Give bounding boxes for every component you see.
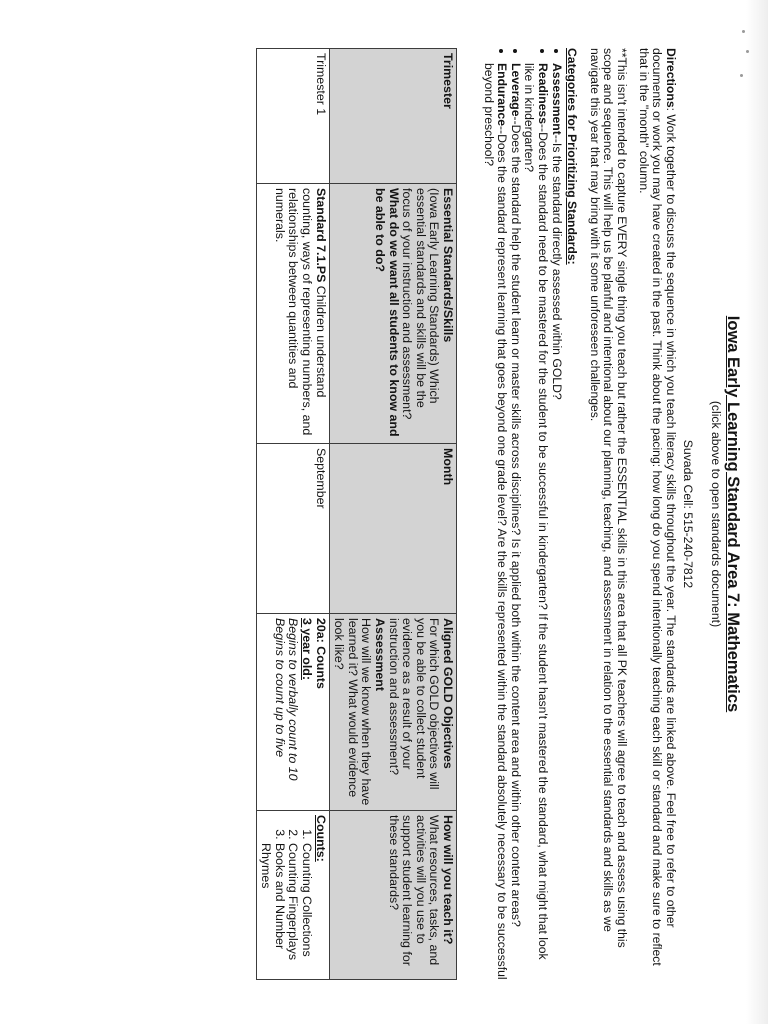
header-gold-assessment-body: How will we know when they have learned it? What would evidence look like? — [332, 618, 374, 806]
header-gold-assessment-label: Assessment — [373, 618, 388, 692]
category-term: Assessment — [549, 63, 564, 135]
cell-teach — [256, 811, 329, 980]
header-gold-objectives — [329, 614, 456, 811]
category-term: Leverage — [508, 63, 523, 117]
category-text: --Does the standard help the student learn or master skills across disciplines? Is it applied both within the content area and within other content areas? — [508, 116, 523, 927]
category-item — [522, 63, 549, 980]
header-essential-standards — [329, 184, 456, 444]
gold-code: 20a: Counts — [313, 618, 328, 689]
categories-list — [481, 48, 563, 980]
category-item — [549, 63, 563, 980]
header-trimester: Trimester — [329, 49, 456, 184]
category-item — [508, 63, 522, 980]
table-header-row — [329, 49, 456, 980]
gold-item: Begins to verbally count to 10 — [286, 618, 301, 781]
standard-code: Standard 7.1.PS — [313, 188, 328, 283]
gold-age: 3 year old: — [300, 618, 315, 680]
category-item — [481, 63, 508, 980]
teach-item: 3. Books and Number Rhymes — [259, 843, 286, 975]
category-term: Endurance — [495, 63, 510, 126]
teach-item: 1. Counting Collections — [299, 843, 313, 975]
teach-list — [259, 815, 313, 975]
note-paragraph: **This isn't intended to capture EVERY single thing you teach but rather the ESSENTIAL skills in this area that all PK teachers will agree to teach and assess using this scope and sequence. This will help us be planful and intentional about our planning, teaching, and assessment in relation to the essential standards and skills as we navigate this year that may bring with it some unforeseen challenges. — [587, 48, 630, 948]
header-essential-question: What do we want all students to know and be able to do? — [373, 188, 401, 437]
header-teach-title: How will you teach it? — [441, 815, 455, 945]
teach-item: 2. Counting Fingerplays — [286, 843, 300, 975]
cell-month: September — [256, 444, 329, 614]
category-text: --Does the standard represent learning that goes beyond one grade level? Are the skills represented within the standard absolutely necessary to be successful beyond preschool? — [481, 63, 510, 980]
cell-standard — [256, 184, 329, 444]
gold-item: Begins to count up to five — [272, 618, 287, 758]
header-essential-title: Essential Standards/Skills — [441, 188, 455, 343]
directions-label: Directions — [663, 48, 678, 108]
cell-trimester: Trimester 1 — [256, 49, 329, 184]
header-essential-body: (Iowa Early Learning Standards) Which essential standards and skills will be the focus of your instruction and assessment? — [400, 188, 442, 420]
cell-gold — [256, 614, 329, 811]
category-text: --Is the standard directly assessed within GOLD? — [549, 134, 564, 400]
directions-paragraph — [636, 48, 677, 980]
document-subtitle: (click above to open standards document) — [709, 400, 723, 628]
teach-heading: Counts: — [313, 815, 328, 862]
title-block — [681, 48, 742, 980]
table-row — [256, 49, 329, 980]
standards-table — [256, 48, 457, 980]
directions-text: : Work together to discuss the sequence in which you teach literacy skills throughout the year. The standards are linked above. Feel free to refer to other documents or work you may have created in the past. Think about the pacing: how long do you spend intentionally teaching each skill or standard and make sure to reflect that in the "month" column. — [636, 48, 678, 966]
header-teach-body: What resources, tasks, and activities will you use to support student learning for these standards? — [386, 815, 442, 966]
category-text: --Does the standard need to be mastered for the student to be successful in kindergarten? If the student hasn't mastered the standard, what might that look like in kindergarten? — [522, 63, 551, 960]
category-term: Readiness — [536, 63, 551, 124]
contact-info: Suvada Cell: 515-240-7812 — [681, 439, 696, 589]
document-title[interactable]: Iowa Early Learning Standard Area 7: Mathematics — [724, 315, 742, 713]
categories-heading: Categories for Prioritizing Standards: — [565, 48, 580, 265]
header-gold-title: Aligned GOLD Objectives — [441, 618, 455, 769]
header-how-teach — [329, 811, 456, 980]
header-gold-body: For which GOLD objectives will you be able to collect student evidence as a result of your instruction and assessment? — [386, 618, 442, 790]
standard-text: Children understand counting, ways of representing numbers, and relationships between quantities and numerals. — [272, 188, 328, 436]
header-month: Month — [329, 444, 456, 614]
